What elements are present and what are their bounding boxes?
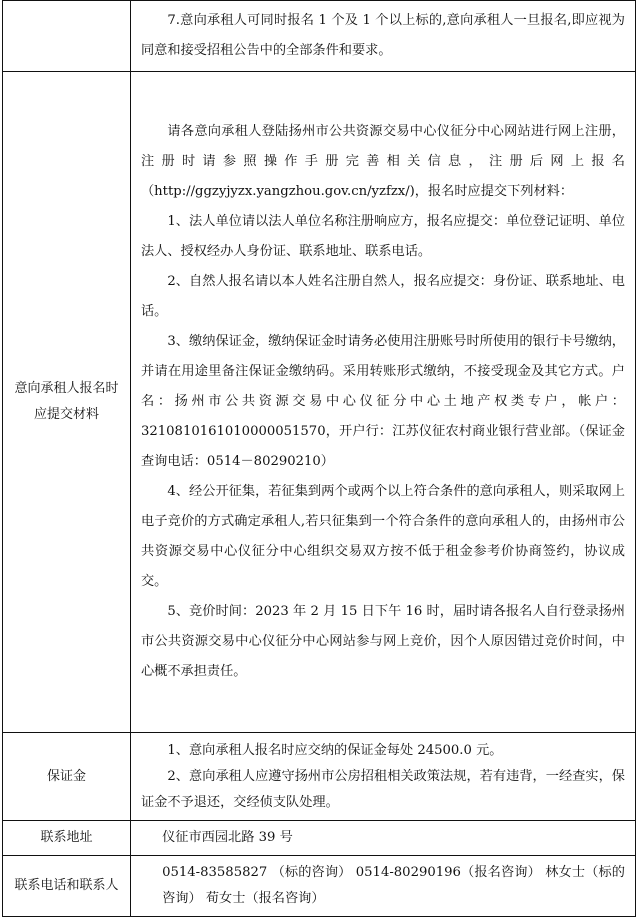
- row-materials-content: [131, 72, 636, 733]
- paragraph-item-natural-person: 2、自然人报名请以本人姓名注册自然人，报名应提交：身份证、联系地址、电话。: [141, 274, 625, 319]
- row-top: [3, 1, 636, 72]
- paragraph-item-deposit-payment: 3、缴纳保证金，缴纳保证金时请务必使用注册账号时所使用的银行卡号缴纳，并请在用途里备注保证金缴纳码。采用转账形式缴纳，不接受现金及其它方式。户名：扬州市公共资源交易中心仪征分中心土地产权类专户，帐户：3210810161010000051570，开户行：江苏仪征农村商业银行营业部。（保证金查询电话：0514－80290210）: [141, 334, 625, 469]
- row-materials-label: 意向承租人报名时应提交材料: [3, 72, 131, 733]
- paragraph-item-bidding-method: 4、经公开征集，若征集到两个或两个以上符合条件的意向承租人，则采取网上电子竞价的方式确定承租人,若只征集到一个符合条件的意向承租人的，由扬州市公共资源交易中心仪征分中心组织交易双方按不低于租金参考价协商签约，协议成交。: [141, 484, 625, 589]
- row-address-label: 联系地址: [3, 821, 131, 856]
- row-contacts: [3, 856, 636, 917]
- row-deposit-label: 保证金: [3, 733, 131, 821]
- row-top-content: [131, 1, 636, 72]
- contacts-value: 0514-83585827 （标的咨询） 0514-80290196（报名咨询） 林女士（标的咨询） 荀女士（报名咨询）: [162, 865, 625, 906]
- row-deposit: [3, 733, 636, 821]
- row-contacts-content: [131, 856, 636, 917]
- row-address-content: [131, 821, 636, 856]
- row-deposit-content: [131, 733, 636, 821]
- paragraph-registration-intro: 请各意向承租人登陆扬州市公共资源交易中心仪征分中心网站进行网上注册，注册时请参照操作手册完善相关信息，注册后网上报名（http://ggzyjyzx.yangzhou.gov.cn/yzfzx/)，报名时应提交下列材料：: [141, 124, 625, 199]
- paragraph-item-bidding-time: 5、竞价时间：2023 年 2 月 15 日下午 16 时，届时请各报名人自行登录扬州市公共资源交易中心仪征分中心网站参与网上竞价，因个人原因错过竞价时间，中心概不承担责任。: [141, 604, 625, 679]
- row-contacts-label: 联系电话和联系人: [3, 856, 131, 917]
- paragraph-item-legal-entity: 1、法人单位请以法人单位名称注册响应方，报名应提交：单位登记证明、单位法人、授权经办人身份证、联系地址、联系电话。: [141, 214, 625, 259]
- paragraph-deposit-rules: 2、意向承租人应遵守扬州市公房招租相关政策法规，若有违背，一经查实，保证金不予退还，交经侦支队处理。: [141, 768, 625, 810]
- paragraph-join-multiple: 7.意向承租人可同时报名 1 个及 1 个以上标的,意向承租人一旦报名,即应视为同意和接受招租公告中的全部条件和要求。: [141, 13, 625, 58]
- paragraph-deposit-amount: 1、意向承租人报名时应交纳的保证金每处 24500.0 元。: [167, 742, 503, 758]
- row-address: [3, 821, 636, 856]
- address-value: 仪征市西园北路 39 号: [162, 830, 293, 845]
- row-top-label: [3, 1, 131, 72]
- announcement-table: [2, 0, 636, 917]
- row-materials: [3, 72, 636, 733]
